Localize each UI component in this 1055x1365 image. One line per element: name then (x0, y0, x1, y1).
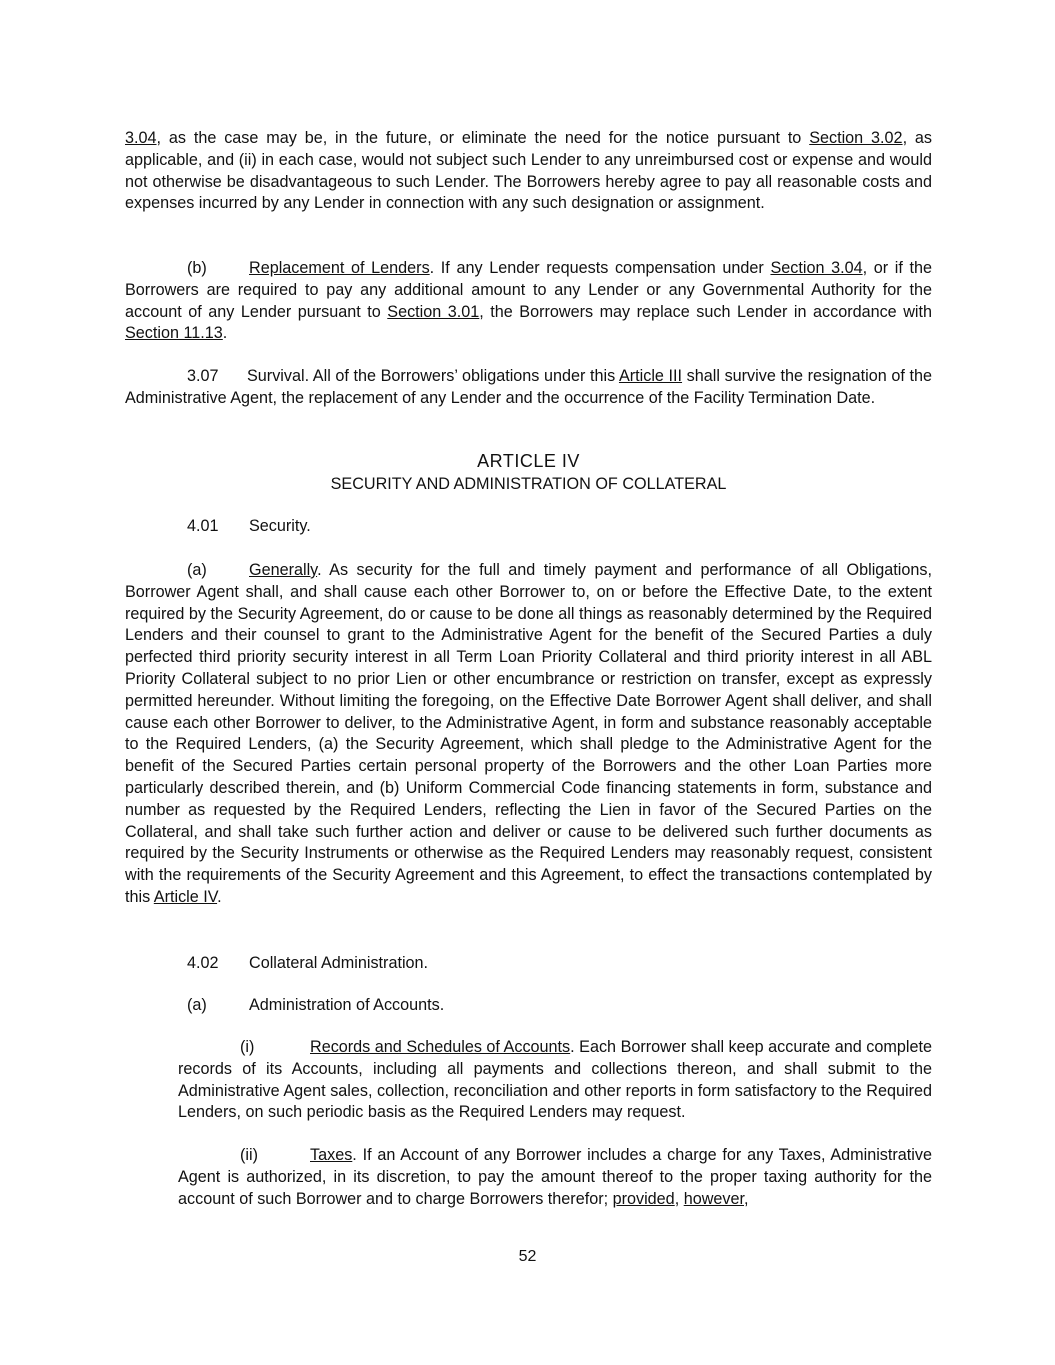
subsection-heading: Records and Schedules of Accounts (310, 1038, 571, 1056)
section-ref: Section 3.01 (387, 302, 480, 321)
section-ref: Article IV (153, 887, 218, 906)
section-ref: Section 3.04 (770, 259, 863, 277)
section-ref: Section 11.13 (125, 324, 223, 343)
subsection-heading: Taxes (310, 1146, 353, 1164)
article-title: ARTICLE IV (477, 451, 580, 471)
section-4-02-a-heading: (a) Administration of Accounts. (187, 996, 445, 1014)
subsection-heading: Replacement of Lenders (249, 259, 430, 277)
section-ref: Article III (618, 367, 683, 385)
paragraph-continuation: 3.04, as the case may be, in the future, or eliminate the need for the notice pursuant to Section 3.02, as applicable, and (ii) in each case, would not subject such Lender to any unreimbursed cost or expense and would not otherwise be disadvantageous to such Lender. The Borrowers hereby agree to pay all reasonable costs and expenses incurred by any Lender in connection with any such designation or assignment. (125, 129, 933, 213)
defined-term: provided (612, 1189, 675, 1208)
section-ref: 3.04 (125, 129, 157, 147)
paragraph-taxes: (ii) Taxes. If an Account of any Borrower includes a charge for any Taxes, Administrative Agent is authorized, in its discretion, to pay the amount thereof to the proper taxing authority for the account of such Borrower and to charge Borrowers therefor; provided, however, (178, 1146, 932, 1208)
defined-term: however (683, 1189, 744, 1208)
paragraph-survival: 3.07 Survival. All of the Borrowers’ obligations under this Article III shall survive the resignation of the Administrative Agent, the replacement of any Lender and the occurrence of the Facility Termination Date. (125, 367, 932, 407)
paragraph-replacement-of-lenders: (b) Replacement of Lenders. If any Lender requests compensation under Section 3.04, or if the Borrowers are required to pay any additional amount to any Lender or any Governmental Authority for the account of any Lender pursuant to Section 3.01, the Borrowers may replace such Lender in accordance with Section 11.13. (125, 259, 933, 343)
paragraph-records-and-schedules: (i) Records and Schedules of Accounts. Each Borrower shall keep accurate and complete records of its Accounts, including all payments and collections thereon, and shall submit to the Administrative Agent sales, collection, reconciliation and other reports in form satisfactory to the Required Lenders, on such periodic basis as the Required Lenders may request. (178, 1038, 932, 1122)
article-subtitle: SECURITY AND ADMINISTRATION OF COLLATERAL (330, 475, 727, 493)
paragraph-generally: (a) Generally. As security for the full and timely payment and performance of all Obligations, Borrower Agent shall, and shall cause each other Borrower to, on or before the Effective Date, to the extent required by the Security Agreement, do or cause to be done all things as reasonably determined by the Required Lenders and their counsel to grant to the Administrative Agent for the benefit of the Secured Parties a duly perfected third priority security interest in all Term Loan Priority Collateral and third priority interest in all ABL Priority Collateral subject to no prior Lien or other encumbrance or restriction on transfer, except as expressly permitted hereunder. Without limiting the foregoing, on the Effective Date Borrower Agent shall deliver, and shall cause each other Borrower to deliver, to the Administrative Agent, in form and substance reasonably acceptable to the Required Lenders, (a) the Security Agreement, which shall pledge to the Administrative Agent for the benefit of the Secured Parties certain personal property of the Borrowers and the other Loan Parties more particularly described therein, and (b) Uniform Commercial Code financing statements in form, substance and number as requested by the Required Lenders, reflecting the Lien in favor of the Secured Parties on the Collateral, and shall take such further action and deliver or cause to be delivered such further documents as required by the Security Instruments or otherwise as the Required Lenders may reasonably request, consistent with the requirements of the Security Agreement and this Agreement, to effect the transactions contemplated by this Article IV. (125, 561, 932, 906)
section-heading: Survival. (247, 367, 310, 385)
page-number: 52 (518, 1248, 537, 1265)
section-4-02-heading: 4.02 Collateral Administration. (187, 954, 429, 972)
section-ref: Section 3.02 (809, 129, 903, 147)
subsection-heading: Generally (249, 561, 318, 579)
section-4-01-heading: 4.01 Security. (187, 517, 311, 535)
